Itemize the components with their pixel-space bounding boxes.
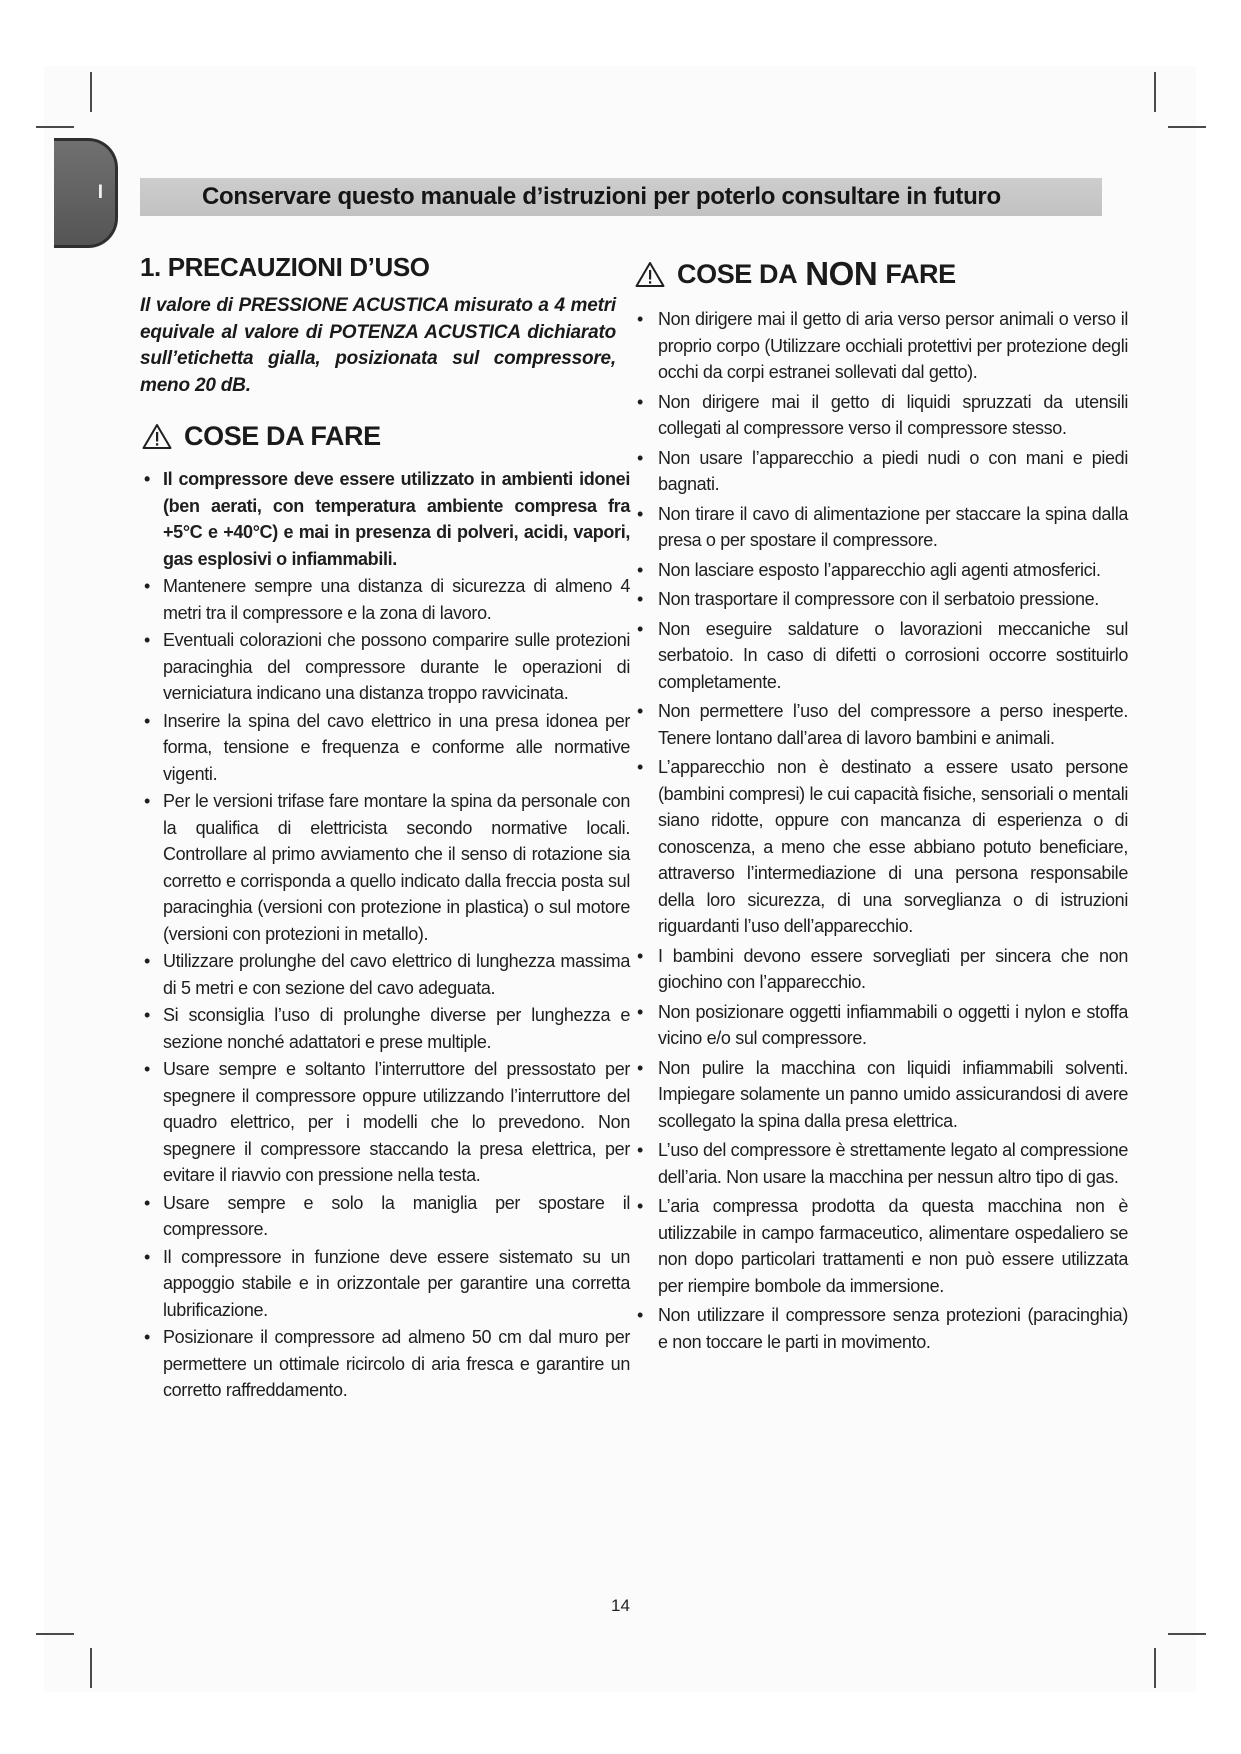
- dont-list-item: • L’aria compressa prodotta da questa macchina non è utilizzabile in campo farmaceutico, alimentare ospedaliero se non dopo particolari trattamenti e non può essere utilizzata per riempire bombole da immersione.: [637, 1193, 1128, 1299]
- do-heading-text: COSE DA FARE: [184, 421, 381, 451]
- language-tab-label: I: [97, 182, 103, 203]
- crop-mark-top-left-vertical: [90, 72, 92, 112]
- dont-heading-emphasis: NON: [805, 255, 878, 292]
- do-heading: [142, 418, 381, 454]
- crop-mark-bottom-right-vertical: [1154, 1648, 1156, 1688]
- dont-heading-suffix: FARE: [885, 259, 956, 289]
- dont-list-item: • Non pulire la macchina con liquidi infiammabili solventi. Impiegare solamente un panno umido assicurandosi di avere scollegato la spina dalla presa elettrica.: [637, 1055, 1128, 1135]
- do-list-item: • Eventuali colorazioni che possono comparire sulle protezioni paracinghia del compressore durante le operazioni di verniciatura indicano una distanza troppo ravvicinata.: [144, 627, 630, 707]
- crop-mark-bottom-right-horizontal: [1168, 1633, 1206, 1635]
- do-list-item: • Mantenere sempre una distanza di sicurezza di almeno 4 metri tra il compressore e la zona di lavoro.: [144, 573, 630, 626]
- page-number: 14: [611, 1596, 630, 1615]
- header-title: Conservare questo manuale d’istruzioni per poterlo consultare in futuro: [202, 183, 1001, 210]
- do-list-item: • Inserire la spina del cavo elettrico in una presa idonea per forma, tensione e frequenza e conforme alle normative vigenti.: [144, 708, 630, 788]
- warning-icon: [635, 261, 665, 288]
- crop-mark-bottom-left-horizontal: [36, 1633, 74, 1635]
- dont-list-item: • Non lasciare esposto l’apparecchio agli agenti atmosferici.: [637, 557, 1128, 584]
- dont-list-item: • Non usare l’apparecchio a piedi nudi o con mani e piedi bagnati.: [637, 445, 1128, 498]
- do-list-item: • Utilizzare prolunghe del cavo elettrico di lunghezza massima di 5 metri e con sezione del cavo adeguata.: [144, 948, 630, 1001]
- dont-list-item: • Non dirigere mai il getto di aria verso persor animali o verso il proprio corpo (Utilizzare occhiali protettivi per protezione degli occhi da corpi estranei sollevati dal getto).: [637, 306, 1128, 386]
- crop-mark-bottom-left-vertical: [90, 1648, 92, 1688]
- dont-list-item: • Non dirigere mai il getto di liquidi spruzzati da utensili collegati al compressore verso il compressore stesso.: [637, 389, 1128, 442]
- do-list: [144, 466, 630, 1405]
- dont-list-item: • Non trasportare il compressore con il serbatoio pressione.: [637, 586, 1128, 613]
- section-title: 1. PRECAUZIONI D’USO: [140, 252, 430, 282]
- crop-mark-top-left-horizontal: [36, 126, 74, 128]
- dont-list-item: • Non utilizzare il compressore senza protezioni (paracinghia) e non toccare le parti in movimento.: [637, 1302, 1128, 1355]
- dont-list: [637, 306, 1128, 1358]
- acoustic-note: Il valore di PRESSIONE ACUSTICA misurato a 4 metri equivale al valore di POTENZA ACUSTICA dichiarato sull’etichetta gialla, posizionata sul compressore, meno 20 dB.: [140, 295, 616, 396]
- dont-list-item: • Non permettere l’uso del compressore a perso inesperte. Tenere lontano dall’area di lavoro bambini e animali.: [637, 698, 1128, 751]
- dont-list-item: • L’uso del compressore è strettamente legato al compressione dell’aria. Non usare la macchina per nessun altro tipo di gas.: [637, 1137, 1128, 1190]
- dont-list-item: • I bambini devono essere sorvegliati per sincera che non giochino con l’apparecchio.: [637, 943, 1128, 996]
- dont-list-item: • Non posizionare oggetti infiammabili o oggetti i nylon e stoffa vicino e/o sul compressore.: [637, 999, 1128, 1052]
- language-side-tab: [54, 138, 118, 248]
- do-list-item: • Per le versioni trifase fare montare la spina da personale con la qualifica di elettricista secondo normative locali. Controllare al primo avviamento che il senso di rotazione sia corretto e corrisponda a quello indicato dalla freccia posta sul paracinghia (versioni con protezione in plastica) o sul motore (versioni con protezioni in metallo).: [144, 788, 630, 947]
- do-list-item: • Il compressore deve essere utilizzato in ambienti idonei (ben aerati, con temperatura ambiente compresa fra +5°C e +40°C) e mai in presenza di polveri, acidi, vapori, gas esplosivi o infiammabili.: [144, 466, 630, 572]
- dont-list-item: • Non tirare il cavo di alimentazione per staccare la spina dalla presa o per spostare il compressore.: [637, 501, 1128, 554]
- crop-mark-top-right-vertical: [1154, 72, 1156, 112]
- dont-heading-prefix: COSE DA: [677, 259, 798, 289]
- dont-list-item: • L’apparecchio non è destinato a essere usato persone (bambini compresi) le cui capacità fisiche, sensoriali o mentali siano ridotte, oppure con mancanza di esperienza o di conoscenza, a meno che esse abbiano potuto beneficiare, attraverso l’intermediazione di una persona responsabile della loro sicurezza, di una sorveglianza o di istruzioni riguardanti l’uso dell’apparecchio.: [637, 754, 1128, 940]
- dont-heading: [635, 256, 956, 292]
- do-list-item: • Posizionare il compressore ad almeno 50 cm dal muro per permettere un ottimale ricircolo di aria fresca e garantire un corretto raffreddamento.: [144, 1324, 630, 1404]
- do-list-item: • Usare sempre e solo la maniglia per spostare il compressore.: [144, 1190, 630, 1243]
- do-list-item: • Il compressore in funzione deve essere sistemato su un appoggio stabile e in orizzontale per garantire una corretta lubrificazione.: [144, 1244, 630, 1324]
- do-list-item: • Si sconsiglia l’uso di prolunghe diverse per lunghezza e sezione nonché adattatori e prese multiple.: [144, 1002, 630, 1055]
- warning-icon: [142, 423, 172, 450]
- dont-list-item: • Non eseguire saldature o lavorazioni meccaniche sul serbatoio. In caso di difetti o corrosioni occorre sostituirlo completamente.: [637, 616, 1128, 696]
- do-list-item: • Usare sempre e soltanto l’interruttore del pressostato per spegnere il compressore oppure utilizzando l’interruttore del quadro elettrico, per i modelli che lo prevedono. Non spegnere il compressore staccando la presa elettrica, per evitare il riavvio con pressione nella testa.: [144, 1056, 630, 1189]
- crop-mark-top-right-horizontal: [1168, 126, 1206, 128]
- header-bar: [140, 178, 1102, 216]
